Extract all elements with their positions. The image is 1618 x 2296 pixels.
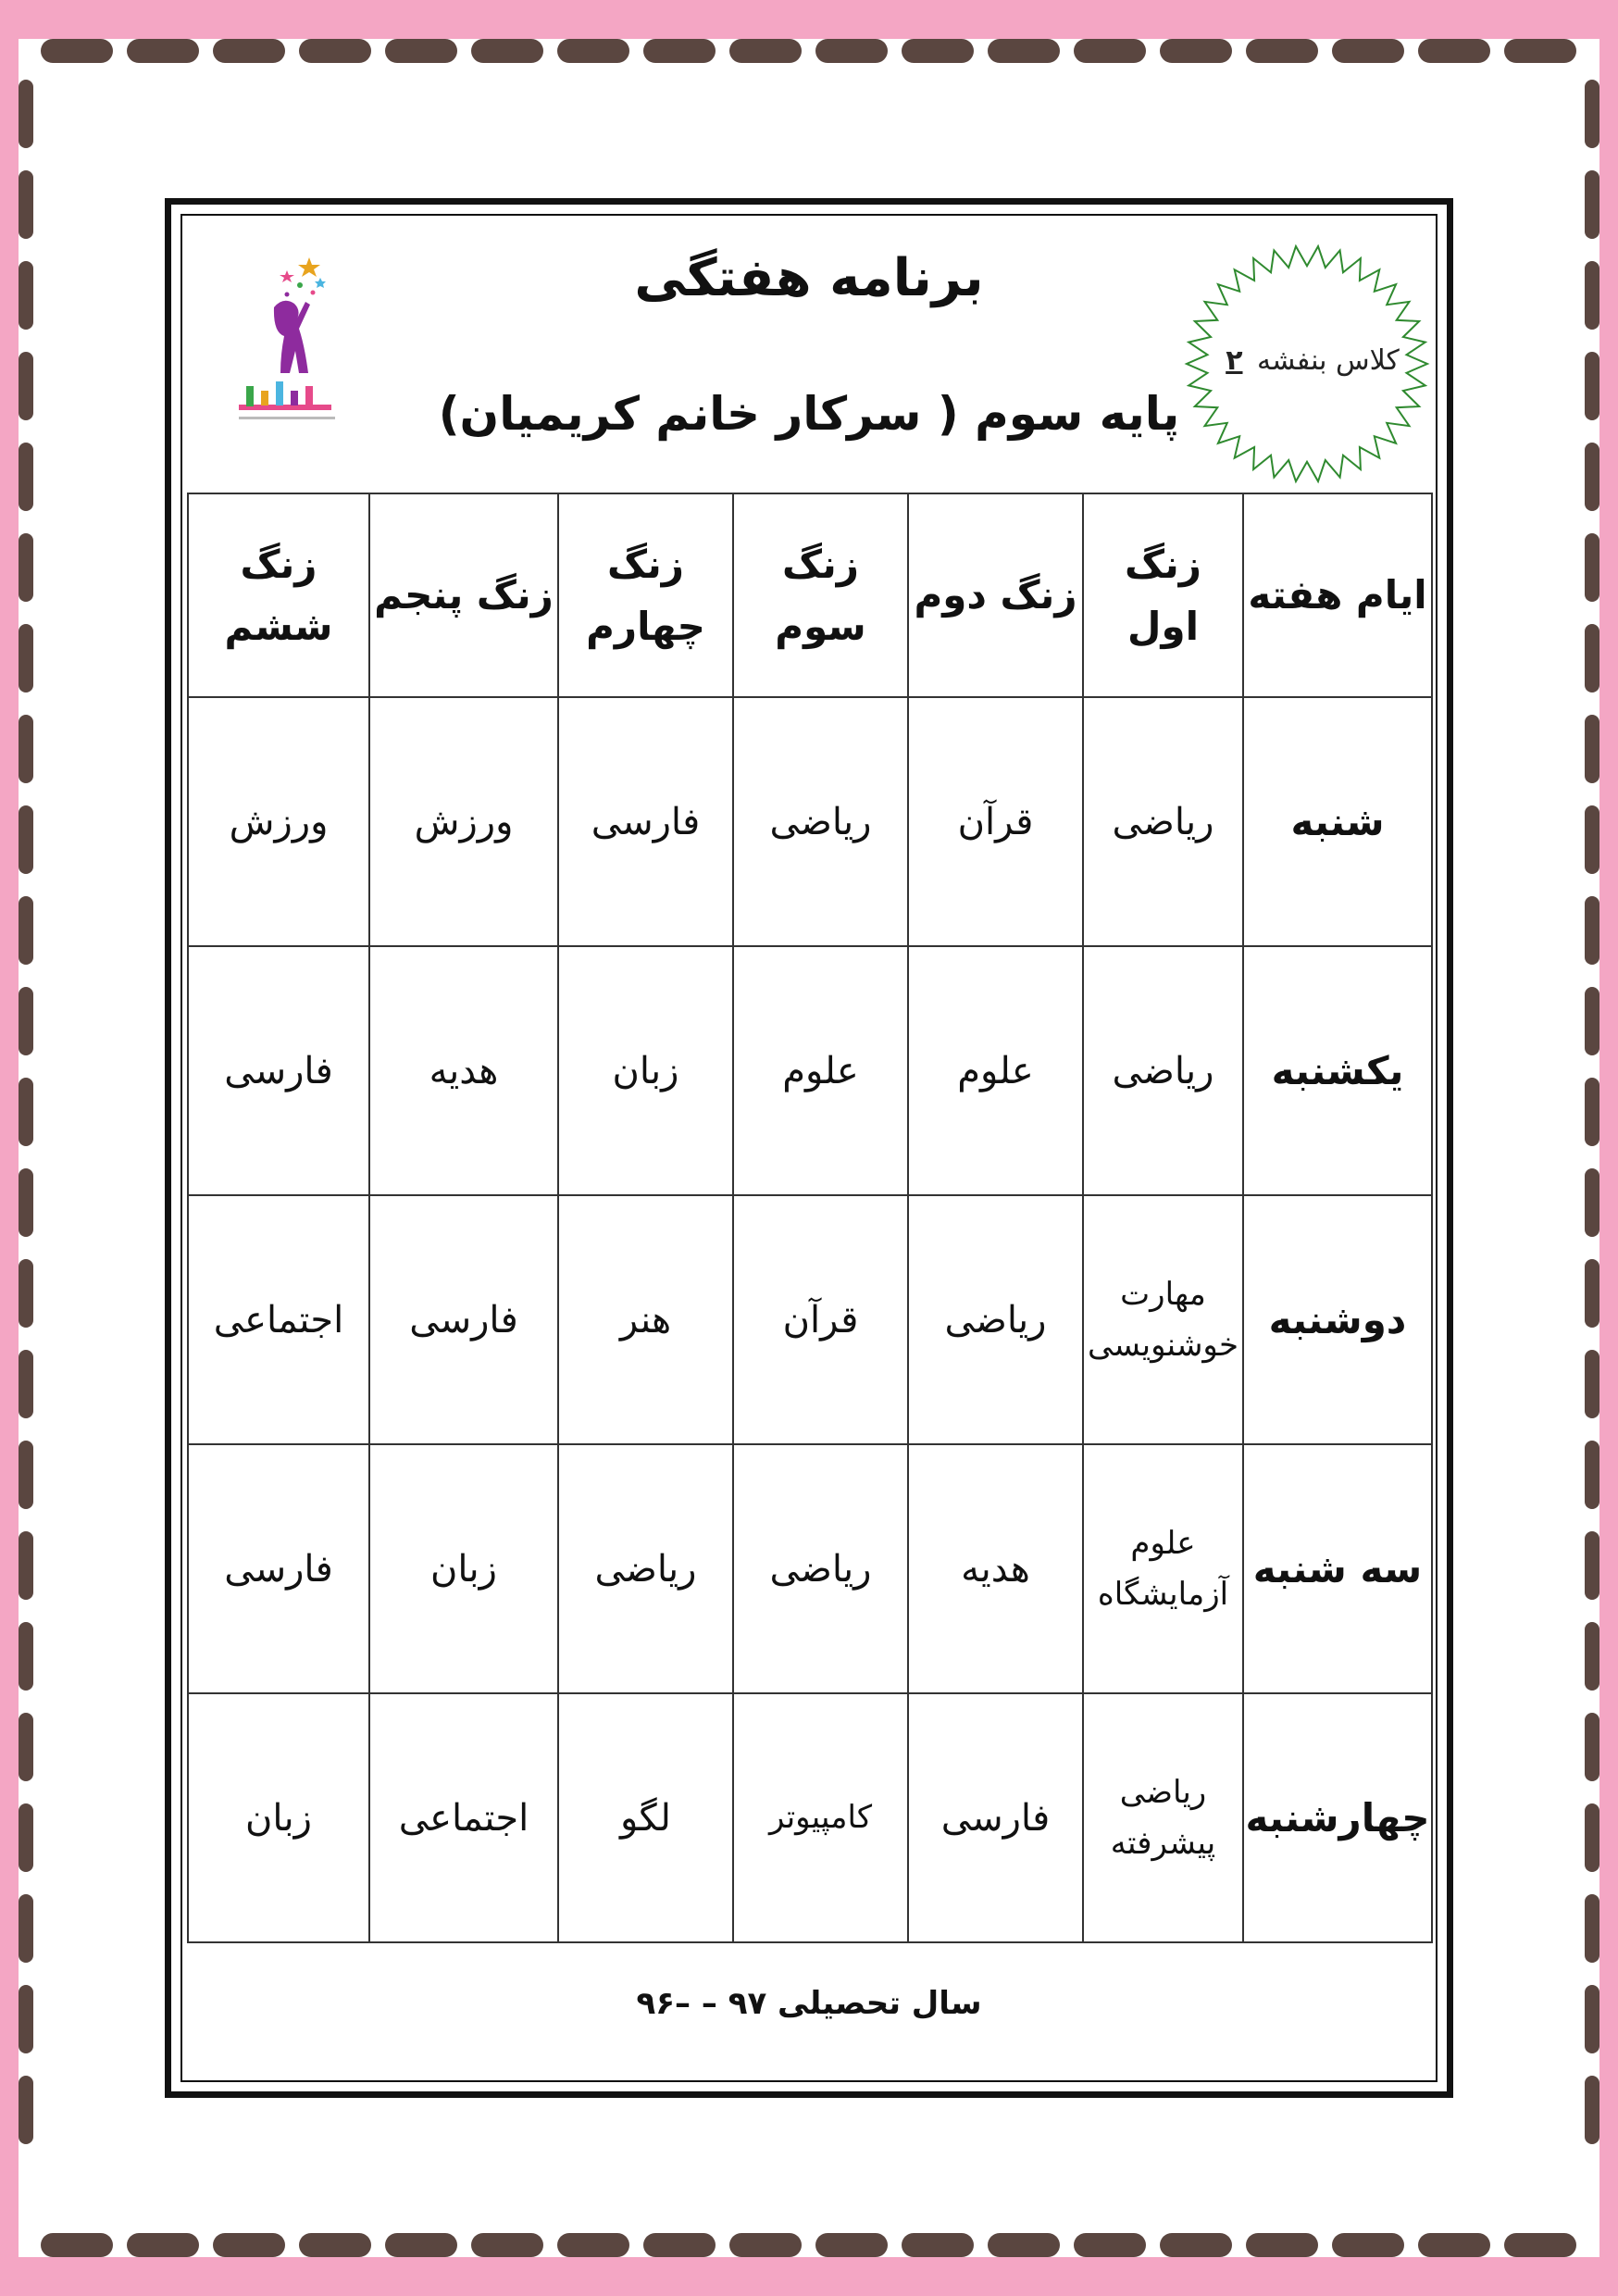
day-cell: چهارشنبه [1243,1693,1432,1942]
border-dash [815,39,888,63]
border-dash [1160,39,1232,63]
border-dash [1585,896,1599,965]
header-period-4: زنگ چهارم [558,493,733,697]
border-dash [729,39,802,63]
table-header-row [188,493,1432,697]
border-dash [1585,1894,1599,1963]
border-dash [1585,1531,1599,1600]
table-cell: قرآن [733,1195,908,1444]
border-dash [1504,39,1576,63]
table-cell: ریاضی [558,1444,733,1693]
border-dash [1332,39,1404,63]
table-cell: فارسی [908,1693,1083,1942]
header-days: ایام هفته [1243,493,1432,697]
table-cell: کامپیوتر [733,1693,908,1942]
border-dash [643,2233,716,2257]
table-row [188,1444,1432,1693]
border-dash [19,1622,33,1691]
border-dash [213,39,285,63]
class-badge-label [1189,344,1430,377]
table-cell: ریاضی [1083,697,1243,946]
border-dash [1585,987,1599,1055]
border-dash [19,1803,33,1872]
table-cell: فارسی [188,946,369,1195]
border-dash [19,896,33,965]
table-cell: ریاضی [733,1444,908,1693]
day-cell: سه شنبه [1243,1444,1432,1693]
border-dash [19,1713,33,1781]
border-dash [471,39,543,63]
border-dash [1585,2076,1599,2144]
table-cell: زبان [369,1444,558,1693]
academic-year-footer: سال تحصیلی ۹۷ – –۹۶ [636,1985,982,2022]
header-period-6: زنگ ششم [188,493,369,697]
table-cell: علوم آزمایشگاه [1083,1444,1243,1693]
border-dash [1585,805,1599,874]
border-dash [299,2233,371,2257]
border-dash [471,2233,543,2257]
border-dash [19,170,33,239]
border-dash [1585,533,1599,602]
border-dash [385,39,457,63]
header-period-5: زنگ پنجم [369,493,558,697]
border-dash [127,39,199,63]
border-dash [19,1259,33,1328]
table-cell: هدیه [908,1444,1083,1693]
table-cell: اجتماعی [188,1195,369,1444]
border-dash [1332,2233,1404,2257]
table-cell: اجتماعی [369,1693,558,1942]
border-dash [1074,39,1146,63]
border-dash [19,987,33,1055]
border-dash [1585,170,1599,239]
border-dash [557,2233,629,2257]
border-dash [1585,1713,1599,1781]
table-row [188,697,1432,946]
border-dash [1074,2233,1146,2257]
border-dash [19,1531,33,1600]
day-cell: شنبه [1243,697,1432,946]
table-cell: ورزش [188,697,369,946]
border-dash [988,2233,1060,2257]
border-dash [1418,2233,1490,2257]
page-title: برنامه هفتگی [634,248,984,308]
border-dash [1585,80,1599,148]
border-dash [19,1168,33,1237]
border-dash [902,2233,974,2257]
border-dash [19,805,33,874]
header-period-2: زنگ دوم [908,493,1083,697]
border-dash [1585,715,1599,783]
table-cell: ریاضی [733,697,908,946]
table-cell: فارسی [188,1444,369,1693]
table-cell: لگو [558,1693,733,1942]
table-cell: زبان [558,946,733,1195]
border-dash [1585,1078,1599,1146]
border-dash [127,2233,199,2257]
table-cell: ریاضی [1083,946,1243,1195]
border-dash [1246,39,1318,63]
table-cell: قرآن [908,697,1083,946]
border-dash [19,443,33,511]
border-dash [19,80,33,148]
border-dash [1418,39,1490,63]
table-cell: علوم [733,946,908,1195]
border-dash [815,2233,888,2257]
border-dash [41,39,113,63]
border-dash [1246,2233,1318,2257]
table-row [188,946,1432,1195]
border-dash [1585,1350,1599,1418]
page-subtitle: پایه سوم ( سرکار خانم کریمیان) [438,387,1180,441]
bottom-dashed-border [41,2233,1590,2257]
border-dash [557,39,629,63]
table-cell: زبان [188,1693,369,1942]
border-dash [1160,2233,1232,2257]
border-dash [19,1350,33,1418]
table-cell: فارسی [369,1195,558,1444]
border-dash [19,1894,33,1963]
header-period-1: زنگ اول [1083,493,1243,697]
border-dash [19,533,33,602]
border-dash [1585,443,1599,511]
border-dash [19,1441,33,1509]
table-cell: فارسی [558,697,733,946]
border-dash [643,39,716,63]
border-dash [1504,2233,1576,2257]
table-cell: هنر [558,1195,733,1444]
border-dash [299,39,371,63]
class-badge-name: کلاس بنفشه [1257,344,1400,377]
border-dash [1585,1803,1599,1872]
top-dashed-border [41,39,1590,63]
border-dash [41,2233,113,2257]
table-row [188,1195,1432,1444]
table-cell: علوم [908,946,1083,1195]
border-dash [1585,1622,1599,1691]
table-cell: هدیه [369,946,558,1195]
table-cell: ریاضی پیشرفته [1083,1693,1243,1942]
day-cell: دوشنبه [1243,1195,1432,1444]
border-dash [1585,1168,1599,1237]
class-badge-number: ۲ [1226,344,1243,377]
border-dash [729,2233,802,2257]
border-dash [1585,1441,1599,1509]
border-dash [902,39,974,63]
border-dash [19,2076,33,2144]
table-cell: مهارت خوشنویسی [1083,1195,1243,1444]
table-cell: ریاضی [908,1195,1083,1444]
border-dash [385,2233,457,2257]
border-dash [1585,624,1599,693]
border-dash [1585,1259,1599,1328]
weekly-schedule-table [187,493,1433,1943]
border-dash [988,39,1060,63]
border-dash [213,2233,285,2257]
border-dash [19,1078,33,1146]
day-cell: یکشنبه [1243,946,1432,1195]
table-row [188,1693,1432,1942]
header-period-3: زنگ سوم [733,493,908,697]
border-dash [19,715,33,783]
border-dash [19,624,33,693]
table-cell: ورزش [369,697,558,946]
